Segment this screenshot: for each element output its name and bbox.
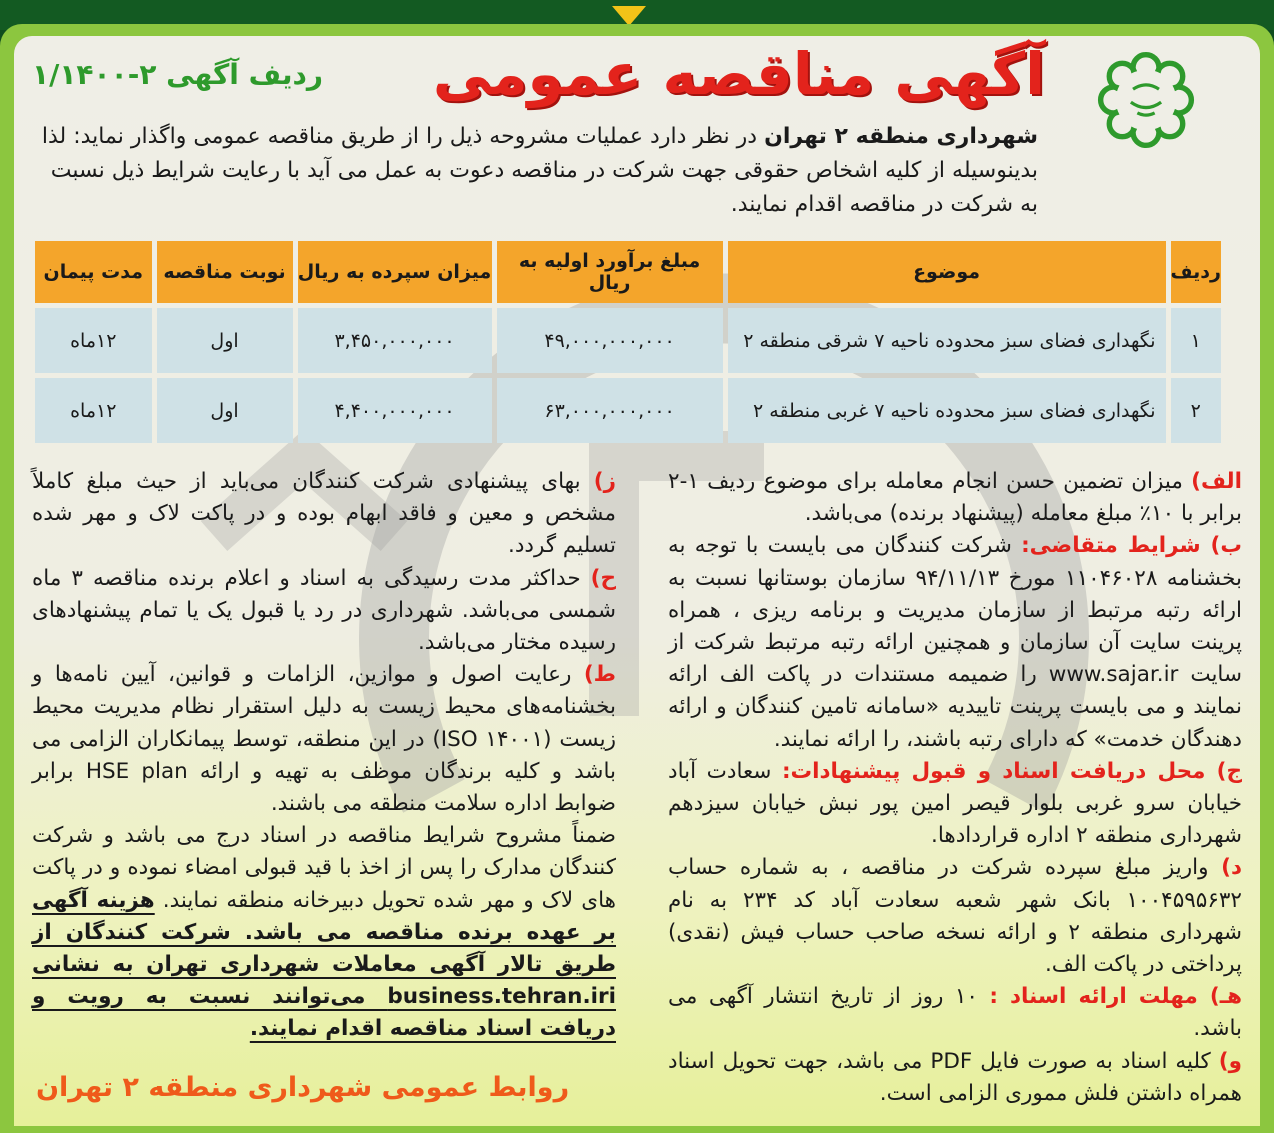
condition-label: د) [1221,855,1242,881]
cell-row: ۱ [1171,308,1221,373]
table-header-row [35,241,1221,303]
cell-round: اول [157,308,293,373]
condition-text: واریز مبلغ سپرده شرکت در مناقصه ، به شماره حساب ۱۰۰۴۵۹۵۶۳۲ بانک شهر شعبه سعادت آباد کد ۲۳۴ به نام شهرداری منطقه ۲ و ارائه نسخه صاحب حساب فیش (نقدی) پرداختی در پاکت الف. [668,855,1242,978]
th-row: ردیف [1171,241,1221,303]
ad-frame [0,24,1274,1133]
condition-ze [32,466,616,563]
th-deposit: میزان سپرده به ریال [298,241,492,303]
condition-label: ج) محل دریافت اسناد و قبول پیشنهادات: [781,758,1242,784]
intro-bold: شهرداری منطقه ۲ تهران [764,124,1038,149]
condition-be [668,530,1242,755]
cell-estimate: ۶۳,۰۰۰,۰۰۰,۰۰۰ [497,378,723,443]
tehran-municipality-logo [1092,46,1200,154]
condition-he-jimi [32,563,616,660]
cell-row: ۲ [1171,378,1221,443]
condition-text: کلیه اسناد به صورت فایل PDF می باشد، جهت تحویل اسناد همراه داشتن فلش مموری الزامی است. [668,1048,1242,1106]
condition-text: شرکت کنندگان می بایست با توجه به بخشنامه ۱۱۰۴۶۰۲۸ مورخ ۹۴/۱۱/۱۳ سازمان بوستانها نسبت به ارائه رتبه مرتبط از سازمان مدیریت و برنامه ریزی ، همراه پرینت سایت آن سازمان و همچنین ارائه رتبه مرتبط شرکت از سایت www.sajar.ir را ضمیمه مستندات در پاکت الف ارائه نمایند و می بایست پرینت تاییدیه «سامانه تامین کنندگان و ارائه دهندگان خدمت» که دارای رتبه باشند، را ارائه نمایند. [668,533,1242,752]
condition-label: ح) [590,565,616,591]
condition-label: و) [1218,1048,1242,1074]
th-subject: موضوع [728,241,1166,303]
condition-jim [668,756,1242,853]
ad-title: آگهی مناقصه عمومی [432,40,1045,108]
conditions-left-column [32,466,616,1046]
condition-ta [32,659,616,820]
ad-body [14,36,1260,1126]
condition-he [668,981,1242,1045]
condition-label: ز) [593,469,616,494]
condition-text: حداکثر مدت رسیدگی به اسناد و اعلام برنده مناقصه ۳ ماه شمسی می‌باشد. شهرداری در رد یا قبول یک یا تمام پیشنهادهای رسیده مختار می‌باشد. [32,565,616,656]
cell-deposit: ۳,۴۵۰,۰۰۰,۰۰۰ [298,308,492,373]
cell-subject: نگهداری فضای سبز محدوده ناحیه ۷ غربی منطقه ۲ [728,378,1166,443]
cell-subject: نگهداری فضای سبز محدوده ناحیه ۷ شرقی منطقه ۲ [728,308,1166,373]
th-duration: مدت پیمان [35,241,152,303]
condition-dal [668,852,1242,981]
condition-text: سعادت آباد خیابان سرو غربی بلوار قیصر امین پور نبش خیابان سیزدهم شهرداری منطقه ۲ اداره قراردادها. [668,758,1242,849]
closing-paragraph [32,820,616,1045]
cell-estimate: ۴۹,۰۰۰,۰۰۰,۰۰۰ [497,308,723,373]
cell-round: اول [157,378,293,443]
table-row [35,378,1221,443]
triangle-marker-icon [612,6,646,26]
cell-duration: ۱۲ماه [35,378,152,443]
table-row [35,308,1221,373]
condition-label: الف) [1191,469,1242,494]
condition-alef [668,466,1242,530]
condition-text: ۱۰ روز از تاریخ انتشار آگهی می باشد. [668,984,1242,1042]
condition-text: رعایت اصول و موازین، الزامات و قوانین، آیین نامه‌ها و بخشنامه‌های محیط زیست به دلیل استقرار نظام مدیریت محیط زیست (ISO ۱۴۰۰۱) در این منطقه، توسط پیمانکاران الزامی می باشد و کلیه برندگان موظف به تهیه و ارائه HSE plan برابر ضوابط اداره سلامت منطقه می باشند. [32,662,616,817]
condition-vav [668,1046,1242,1110]
intro-text [28,120,1038,222]
cell-deposit: ۴,۴۰۰,۰۰۰,۰۰۰ [298,378,492,443]
intro-body: در نظر دارد عملیات مشروحه ذیل را از طریق مناقصه عمومی واگذار نماید: لذا بدینوسیله از کلیه اشخاص حقوقی جهت شرکت در مناقصه دعوت به عمل می آید با رعایت شرایط ذیل نسبت به شرکت در مناقصه اقدام نمایند. [41,124,1038,217]
th-round: نوبت مناقصه [157,241,293,303]
condition-label: ب) شرایط متقاضی: [1021,533,1242,559]
condition-label: ط) [583,662,616,688]
closing-underlined: هزینه آگهی بر عهده برنده مناقصه می باشد. شرکت کنندگان از طریق تالار آگهی معاملات شهرداری تهران به نشانی business.tehran.iri می‌توانند نسبت به رویت و دریافت اسناد مناقصه اقدام نمایند. [32,887,616,1042]
conditions-right-column [668,466,1242,1110]
condition-text: میزان تضمین حسن انجام معامله برای موضوع ردیف ۱-۲ برابر با ۱۰٪ مبلغ معامله (پیشنهاد برنده) می‌باشد. [668,469,1242,527]
condition-label: هـ) مهلت ارائه اسناد : [989,984,1242,1010]
cell-duration: ۱۲ماه [35,308,152,373]
footer-signature: روابط عمومی شهرداری منطقه ۲ تهران [36,1072,570,1103]
ad-number: ردیف آگهی ۲-۱/۱۴۰۰ [32,58,323,91]
th-estimate: مبلغ برآورد اولیه به ریال [497,241,723,303]
closing-text: ضمناً مشروح شرایط مناقصه در اسناد درج می باشد و شرکت کنندگان مدارک را پس از اخذ با قید قبولی امضاء نموده و در پاکت های لاک و مهر شده تحویل دبیرخانه منطقه نمایند. [32,823,616,913]
tender-table [30,236,1226,448]
condition-text: بهای پیشنهادی شرکت کنندگان می‌باید از حیث مبلغ کاملاً مشخص و معین و فاقد ابهام بوده و در پاکت لاک و مهر شده تسلیم گردد. [32,469,616,559]
